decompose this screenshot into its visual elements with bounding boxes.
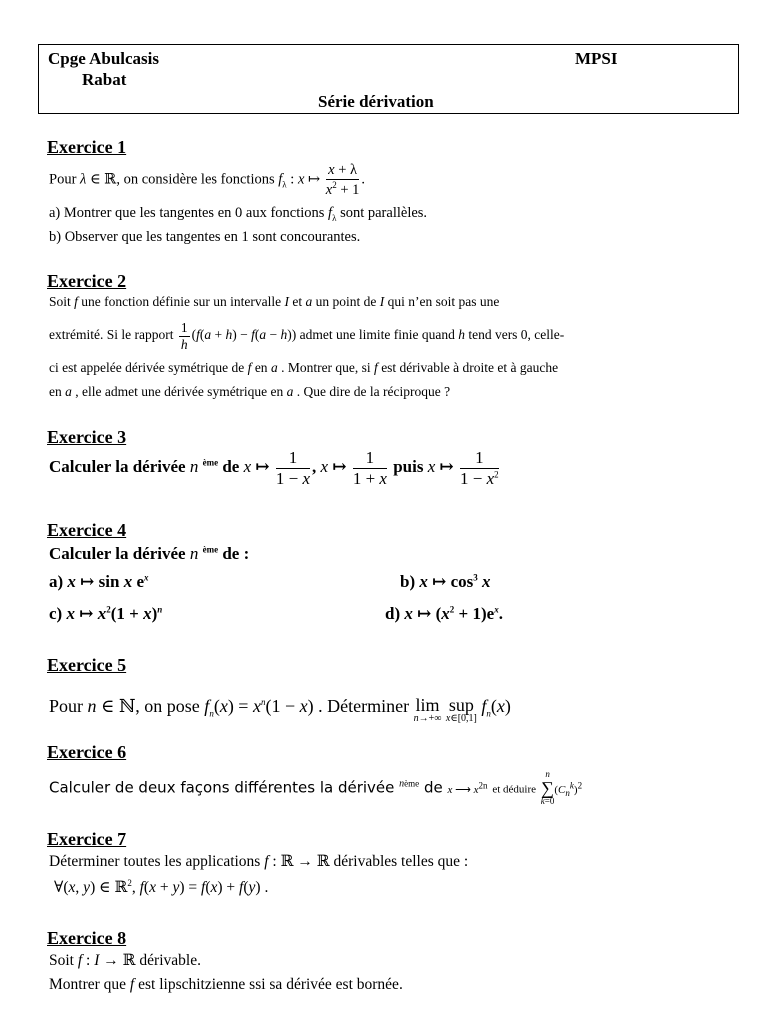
exercise-4-statement: Calculer la dérivée n $^{ème}$ de : (49, 544, 250, 563)
exercise-1-title: Exercice 1 (47, 137, 127, 157)
exercise-4-title: Exercice 4 (47, 520, 127, 540)
exercise-6-title: Exercice 6 (47, 742, 127, 762)
school-city: Rabat (82, 70, 127, 89)
exercise-2-line-4: en a , elle admet une dérivée symétrique en a . Que dire de la réciproque ? (49, 384, 451, 399)
school-name: Cpge Abulcasis (48, 49, 159, 68)
header-box (38, 44, 739, 114)
exercise-2-title: Exercice 2 (47, 271, 127, 291)
exercise-7-equation: ∀(x, y) ∈ ℝ$^2$, f(x + y) = f(x) + f(y) . (54, 878, 269, 897)
exercise-4-item-d: d) x ↦ $(x^2 + 1)e^x$. (385, 604, 503, 623)
exercise-8-title: Exercice 8 (47, 928, 127, 948)
exercise-8-line-2: Montrer que f est lipschitzienne ssi sa dérivée est bornée. (49, 976, 403, 993)
exercise-2-line-3: ci est appelée dérivée symétrique de f en a . Montrer que, si f est dérivable à droite et à gauche (49, 360, 559, 375)
exercise-5-title: Exercice 5 (47, 655, 127, 675)
exercise-2-line-1: Soit f une fonction définie sur un intervalle I et a un point de I qui n’en soit pas une (49, 294, 500, 309)
sup-operator: sup x∈[0,1] (445, 695, 477, 724)
fraction: $\frac{1}{h}$ (180, 320, 188, 352)
exercise-3-statement: Calculer la dérivée n $^{ème}$ de x ↦ $\frac{1}{1 - x}$ , x ↦ $\frac{1}{1 + x}$ puis x ↦ $\frac{1}{1 - x^2}$ (49, 448, 499, 488)
series-title: Série dérivation (318, 92, 434, 111)
exercise-4-item-c: c) x ↦ $x^2(1 + x)^n$ (49, 604, 163, 623)
exercise-1-intro: Pour λ ∈ ℝ, on considère les fonctions $f_\lambda$ : x ↦ $\frac{x + \lambda}{x^2 + 1}$ . (49, 162, 366, 198)
limit-operator: lim n→+∞ (413, 695, 442, 724)
exercise-1-question-b: b) Observer que les tangentes en 1 sont concourantes. (49, 229, 361, 245)
exercise-8-line-1: Soit f : I → ℝ dérivable. (49, 952, 201, 969)
exercise-3-title: Exercice 3 (47, 427, 127, 447)
sum-operator: n ∑ k=0 (540, 769, 555, 806)
exercise-1-question-a: a) Montrer que les tangentes en 0 aux fonctions $f_\lambda$ sont parallèles. (49, 205, 428, 223)
exercise-6-statement: Calculer de deux façons différentes la dérivée $^{nème}$ de x ⟶ $x^{2n}$ et déduire n ∑ $k=0(C_n^k)^2$ (49, 769, 583, 806)
exercise-2-line-2: extrémité. Si le rapport $\frac{1}{h}$ (f(a + h) − f(a − h)) admet une limite finie quand h tend vers 0, celle- (49, 320, 565, 352)
exercise-7-statement: Déterminer toutes les applications f : ℝ → ℝ dérivables telles que : (49, 853, 469, 870)
class-name: MPSI (575, 49, 618, 68)
exercise-4-item-a: a) x ↦ sin x $e^x$ (49, 572, 149, 591)
fraction: $\frac{x + \lambda}{x^2 + 1}$ (325, 162, 360, 198)
exercise-7-title: Exercice 7 (47, 829, 127, 849)
exercise-5-statement: Pour n ∈ ℕ, on pose $f_n(x) = x^n(1 - x)$ . Déterminer lim n→+∞ sup x∈[0,1] $f_n(x)$ (49, 695, 511, 724)
exercise-4-item-b: b) x ↦ $\cos^3 x$ (400, 572, 491, 591)
